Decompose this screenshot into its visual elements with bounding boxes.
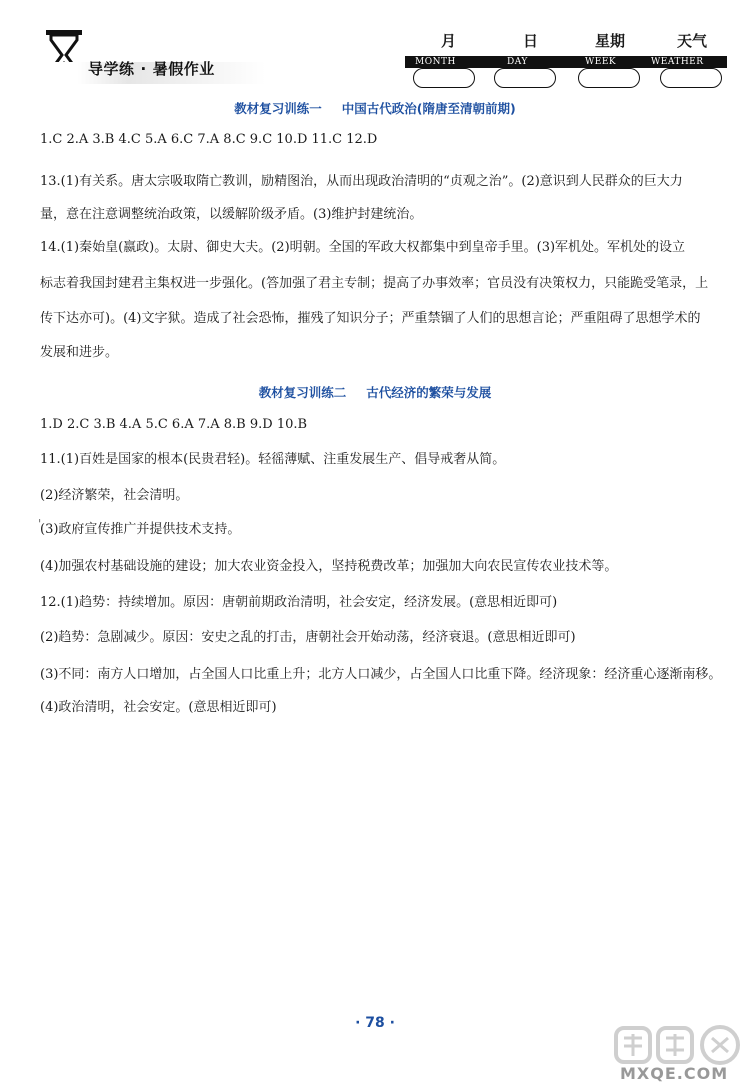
answer-line: (2)经济繁荣，社会清明。 [40,488,189,503]
section-title [0,99,750,117]
answer-line: (4)政治清明，社会安定。(意思相近即可) [40,700,277,715]
section-topic: 古代经济的繁荣与发展 [366,385,492,400]
answer-line: 1.C 2.A 3.B 4.C 5.A 6.C 7.A 8.C 9.C 10.D 11.C 12.D [40,132,378,147]
answer-line: (4)加强农村基础设施的建设；加大农业资金投入，坚持税费改革；加强加大向农民宣传农业技术等。 [40,559,618,574]
answer-line: (2)趋势：急剧减少。原因：安史之乱的打击，唐朝社会开始动荡，经济衰退。(意思相近即可) [40,630,576,645]
page-number: · 78 · [355,1015,395,1031]
brand-title [88,58,215,79]
section-label: 教材复习训练一 [234,101,322,116]
date-english-bar [405,56,727,68]
answer-line: 13.(1)有关系。唐太宗吸取隋亡教训，励精图治，从而出现政治清明的“贞观之治”。(2)意识到人民群众的巨大力 [40,174,683,189]
answer-line: 11.(1)百姓是国家的根本(民贵君轻)。轻徭薄赋、注重发展生产、倡导戒奢从简。 [40,452,506,467]
answer-line: 14.(1)秦始皇(嬴政)。太尉、御史大夫。(2)明朝。全国的军政大权都集中到皇帝手里。(3)军机处。军机处的设立 [40,240,686,255]
day-input-box [494,68,556,88]
answer-line: 标志着我国封建君主集权进一步强化。(答加强了君主专制；提高了办事效率；官员没有决策权力，只能跪受笔录，上 [40,276,709,291]
brand-left-text: 导学练 [88,60,135,78]
weather-label: 天气 [677,32,708,50]
weather-label-en: WEATHER [651,57,704,67]
week-input-box [578,68,640,88]
answer-line: 1.D 2.C 3.B 4.A 5.C 6.A 7.A 8.B 9.D 10.B [40,417,308,432]
week-label: 星期 [595,32,626,50]
brand-right-text: 暑假作业 [152,60,215,78]
margin-mark: ' [38,517,42,531]
answer-line: 发展和进步。 [40,345,119,360]
answer-line: (3)政府宣传推广并提供技术支持。 [40,522,241,537]
section-topic: 中国古代政治(隋唐至清朝前期) [341,101,516,116]
brand-dot: · [140,60,147,78]
page-header [0,0,750,100]
answer-line: 12.(1)趋势：持续增加。原因：唐朝前期政治清明，社会安定，经济发展。(意思相近即可) [40,595,558,610]
day-label-en: DAY [507,57,528,67]
answer-line: 量，意在注意调整统治政策，以缓解阶级矛盾。(3)维护封建统治。 [40,207,423,222]
answer-line: (3)不同：南方人口增加，占全国人口比重上升；北方人口减少，占全国人口比重下降。经济现象：经济重心逐渐南移。 [40,667,722,682]
answer-line: 传下达亦可)。(4)文字狱。造成了社会恐怖，摧残了知识分子；严重禁锢了人们的思想言论；严重阻碍了思想学术的 [40,311,701,326]
day-label: 日 [523,32,539,50]
section-title [0,383,750,401]
month-label-en: MONTH [415,57,456,67]
weather-input-box [660,68,722,88]
section-label: 教材复习训练二 [258,385,347,400]
month-label: 月 [441,32,457,50]
date-labels [405,30,727,52]
month-input-box [413,68,475,88]
week-label-en: WEEK [585,57,617,67]
watermark-text: MXQE.COM [620,1064,729,1083]
